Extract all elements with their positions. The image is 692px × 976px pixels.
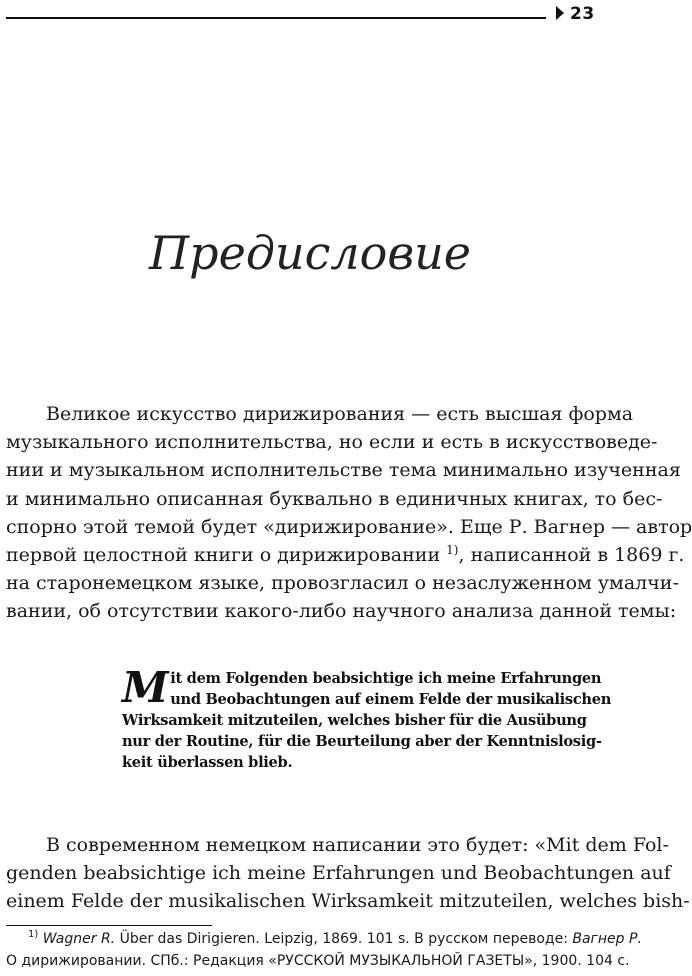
paragraph-line: на старонемецком языке, провозгласил о незаслуженном умалчи- [6,572,679,595]
footnote-author: Wagner R. [42,931,116,947]
footnote-line: О дирижировании. СПб.: Редакция «РУССКОЙ МУЗЫКАЛЬНОЙ ГАЗЕТЫ», 1900. 104 с. [6,953,630,969]
paragraph-line: einem Felde der musikalischen Wirksamkeit mitzuteilen, welches bish- [6,890,690,913]
paragraph-line: спорно этой темой будет «дирижирование». Еще Р. Вагнер — автор [6,515,692,538]
footnote-line [6,928,642,950]
footnote-text: Über das Dirigieren. Leipzig, 1869. 101 s. В русском переводе: [115,931,573,947]
quote-drop-cap: M [122,663,169,712]
page-marker-triangle-icon [556,6,564,20]
quote-line: it dem Folgenden beabsichtige ich meine Erfahrungen [170,670,602,687]
paragraph-line: Великое искусство дирижирования — есть высшая форма [46,403,634,425]
paragraph-line: и минимально описанная буквально в единичных книгах, то бес- [6,487,663,510]
paragraph-line: музыкального исполнительства, но если и есть в искусствоведе- [6,431,658,454]
page-number [556,4,595,24]
quote-line: und Beobachtungen auf einem Felde der musikalischen [170,691,612,708]
paragraph-line: genden beabsichtige ich meine Erfahrungen und Beobachtungen auf [6,862,671,885]
paragraph-line: вании, об отсутствии какого-либо научного анализа данной темы: [6,600,677,623]
paragraph-line [6,541,685,569]
page-number-text: 23 [570,4,595,24]
footnote-author-ru: Вагнер Р. [572,931,642,947]
footnote-marker: 1) [28,929,39,940]
paragraph-line-part: первой целостной книги о дирижировании [6,544,441,567]
chapter-title: Предисловие [149,226,471,280]
paragraph-1 [6,400,692,626]
footnote-reference[interactable]: 1) [446,543,459,558]
footnote [6,928,642,972]
paragraph-line-part: , написанной в 1869 г. [458,544,685,567]
footnote-rule [6,925,212,926]
quote-line: nur der Routine, für die Beurteilung aber der Kenntnislosig- [122,733,602,750]
blackletter-quote [122,663,612,773]
paragraph-line: нии и музыкальном исполнительстве тема минимально изученная [6,459,681,482]
paragraph-line: В современном немецком написании это будет: «Mit dem Fol- [46,834,669,856]
paragraph-2 [6,831,690,916]
quote-line: keit überlassen blieb. [122,754,293,771]
header-rule [6,17,546,19]
quote-line: Wirksamkeit mitzuteilen, welches bisher für die Ausübung [122,712,587,729]
